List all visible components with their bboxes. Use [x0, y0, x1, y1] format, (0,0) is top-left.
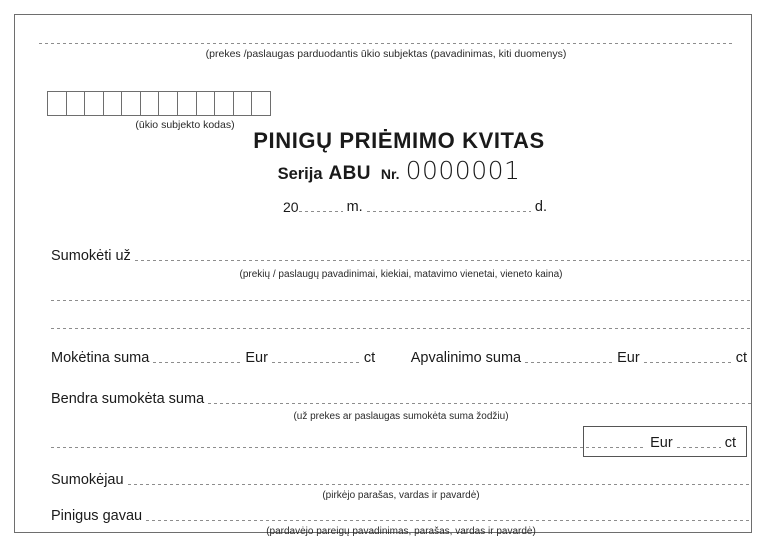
entity-header-block: [39, 43, 733, 60]
mokėtina-suma-eur-unit: Eur: [245, 350, 268, 366]
goods-fill-line-1[interactable]: [51, 300, 751, 301]
apvalinimo-suma-group: [411, 349, 751, 367]
mokėtina-suma-ct-unit: ct: [363, 350, 376, 366]
apvalinimo-suma-ct-unit: ct: [735, 350, 747, 366]
pinigus-gavau-row: [51, 507, 751, 525]
sumokejau-row: [51, 471, 751, 489]
code-cell[interactable]: [234, 92, 253, 115]
serial-line: [15, 157, 768, 188]
date-month-suffix: m.: [346, 199, 363, 215]
code-cell[interactable]: [252, 92, 270, 115]
apvalinimo-suma-ct-fill[interactable]: [644, 362, 732, 363]
mokėtina-suma-eur-fill[interactable]: [153, 362, 241, 363]
date-month-fill[interactable]: [367, 211, 531, 212]
code-cell[interactable]: [215, 92, 234, 115]
date-row: [283, 198, 551, 216]
code-cell[interactable]: [178, 92, 197, 115]
sumokejau-caption: (pirkėjo parašas, vardas ir pavardė): [322, 490, 480, 501]
sumokejau-label: Sumokėjau: [51, 472, 124, 488]
serija-label: Serija: [277, 165, 323, 183]
apvalinimo-suma-eur-unit: Eur: [617, 350, 640, 366]
entity-caption: (prekes /paslaugas parduodantis ūkio subjektas (pavadinimas, kiti duomenys): [205, 48, 567, 60]
total-eur-fill[interactable]: [496, 447, 646, 448]
pinigus-gavau-label: Pinigus gavau: [51, 508, 143, 524]
pinigus-gavau-caption: (pardavėjo pareigų pavadinimas, parašas, vardas ir pavardė): [266, 526, 536, 537]
sumoketi-uz-caption: (prekių / paslaugų pavadinimai, kiekiai, matavimo vienetai, vieneto kaina): [239, 269, 563, 280]
mokėtina-suma-label: Mokėtina suma: [51, 350, 150, 366]
date-year-fill[interactable]: [299, 211, 343, 212]
code-cell[interactable]: [85, 92, 104, 115]
mokėtina-suma-ct-fill[interactable]: [272, 362, 360, 363]
bendra-suma-label: Bendra sumokėta suma: [51, 391, 205, 407]
code-cell[interactable]: [197, 92, 216, 115]
date-year-prefix: 20: [283, 199, 299, 215]
total-amount-box[interactable]: [583, 426, 747, 457]
title-block: [15, 128, 768, 188]
mokėtina-suma-group: [51, 349, 411, 367]
code-cell[interactable]: [67, 92, 86, 115]
entity-code-block: [47, 91, 271, 131]
sumoketi-uz-fill[interactable]: [135, 260, 751, 261]
entity-code-caption: (ūkio subjekto kodas): [135, 119, 235, 131]
sumoketi-uz-row: [51, 247, 751, 265]
code-cell[interactable]: [104, 92, 123, 115]
apvalinimo-suma-eur-fill[interactable]: [525, 362, 613, 363]
bendra-suma-row: [51, 390, 751, 408]
receipt-form-frame: [14, 14, 752, 537]
total-eur-unit: Eur: [650, 435, 673, 451]
bendra-suma-fill[interactable]: [208, 403, 751, 404]
total-ct-fill[interactable]: [677, 447, 721, 448]
serija-value: ABU: [328, 163, 371, 184]
sumokejau-fill[interactable]: [128, 484, 751, 485]
bendra-suma-caption: (už prekes ar paslaugas sumokėta suma žodžiu): [293, 411, 509, 422]
document-title: PINIGŲ PRIĖMIMO KVITAS: [253, 128, 545, 153]
code-cell[interactable]: [159, 92, 178, 115]
date-day-suffix: d.: [534, 199, 547, 215]
code-cell[interactable]: [122, 92, 141, 115]
receipt-number: 0000001: [405, 156, 521, 185]
amounts-row: [51, 349, 751, 367]
goods-fill-line-2[interactable]: [51, 328, 751, 329]
nr-label: Nr.: [380, 166, 400, 182]
code-cell[interactable]: [48, 92, 67, 115]
pinigus-gavau-fill[interactable]: [146, 520, 751, 521]
entity-code-boxes[interactable]: [47, 91, 271, 116]
code-cell[interactable]: [141, 92, 160, 115]
total-ct-unit: ct: [724, 435, 736, 451]
apvalinimo-suma-label: Apvalinimo suma: [410, 350, 522, 366]
entity-name-fill-line[interactable]: [39, 43, 733, 44]
sumoketi-uz-label: Sumokėti už: [51, 248, 131, 264]
